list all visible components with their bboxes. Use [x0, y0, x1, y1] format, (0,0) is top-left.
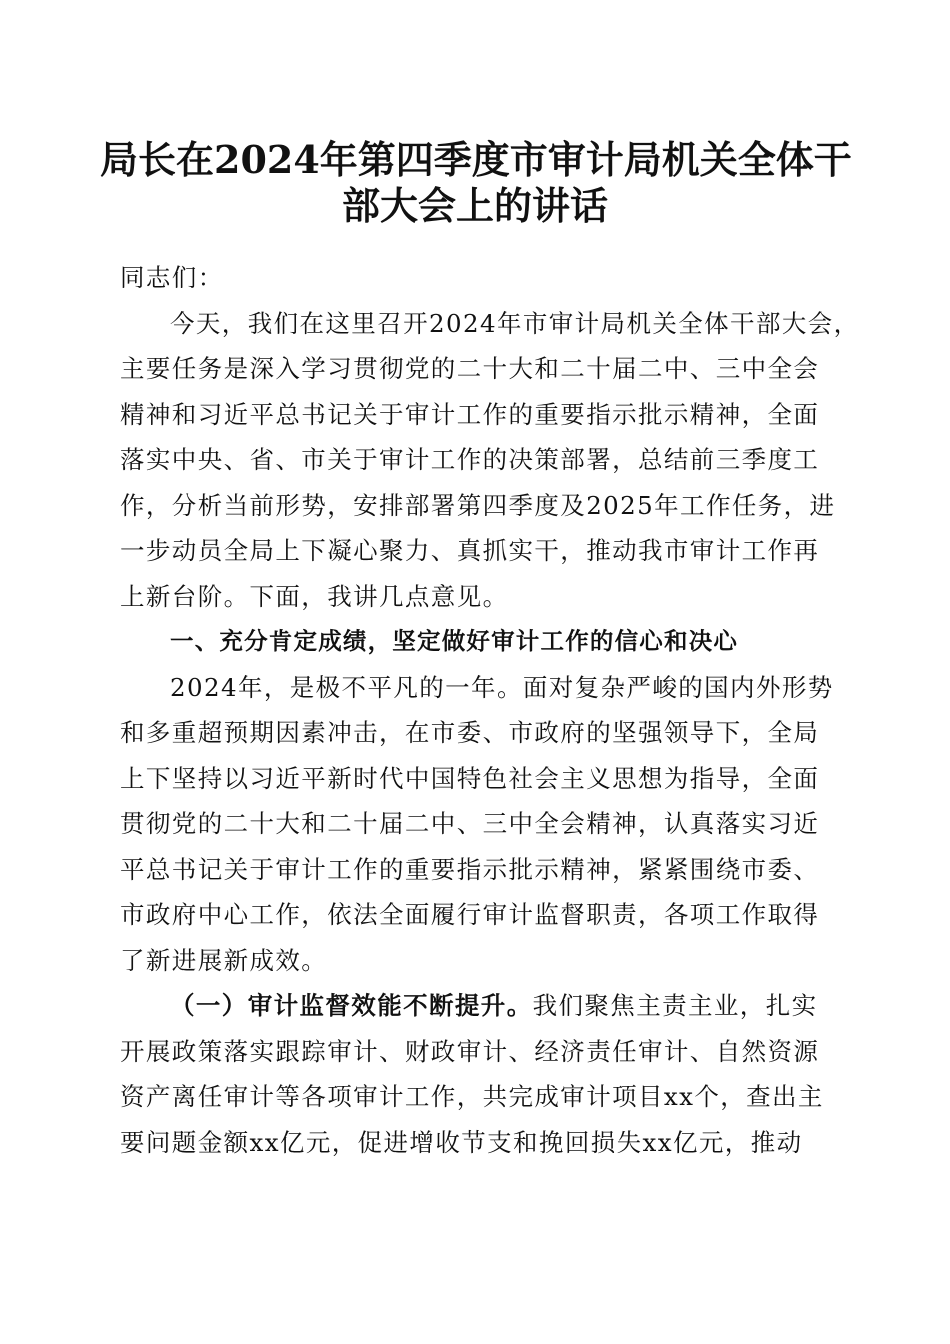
paragraph-2-line: 上下坚持以习近平新时代中国特色社会主义思想为指导，全面	[120, 763, 820, 793]
paragraph-1-line: 今天，我们在这里召开2024年市审计局机关全体干部大会，	[170, 308, 860, 338]
paragraph-2-line: 市政府中心工作，依法全面履行审计监督职责，各项工作取得	[120, 900, 820, 929]
document-body	[120, 255, 860, 1165]
paragraph-3-line: 要问题金额xx亿元，促进增收节支和挽回损失xx亿元，推动	[120, 1127, 803, 1157]
paragraph-2-line: 和多重超预期因素冲击，在市委、市政府的坚强领导下，全局	[120, 718, 820, 747]
paragraph-3-first-line-rest: 我们聚焦主责主业，扎实	[532, 991, 818, 1020]
paragraph-1-line: 落实中央、省、市关于审计工作的决策部署，总结前三季度工	[120, 445, 820, 474]
paragraph-3-line: 资产离任审计等各项审计工作，共完成审计项目xx个，查出主	[120, 1082, 824, 1111]
paragraph-1-line: 上新台阶。下面，我讲几点意见。	[120, 581, 509, 611]
paragraph-1-line: 一步动员全局上下凝心聚力、真抓实干，推动我市审计工作再	[120, 536, 820, 565]
paragraph-2-line: 了新进展新成效。	[120, 945, 328, 975]
paragraph-3-first-line	[120, 983, 832, 1029]
document-title-line-1: 局长在2024年第四季度市审计局机关全体干	[100, 137, 852, 182]
paragraph-2-line: 平总书记关于审计工作的重要指示批示精神，紧紧围绕市委、	[120, 854, 820, 884]
section-1-heading: 一、充分肯定成绩，坚定做好审计工作的信心和决心	[170, 627, 739, 655]
paragraph-1-line: 主要任务是深入学习贯彻党的二十大和二十届二中、三中全会	[120, 354, 820, 383]
document-title-line-2: 部大会上的讲话	[341, 183, 608, 228]
paragraph-1-line: 作，分析当前形势，安排部署第四季度及2025年工作任务，进	[120, 490, 836, 520]
paragraph-2-line: 贯彻党的二十大和二十届二中、三中全会精神，认真落实习近	[120, 809, 820, 838]
paragraph-1-line: 精神和习近平总书记关于审计工作的重要指示批示精神，全面	[120, 399, 820, 429]
paragraph-2-line: 2024年，是极不平凡的一年。面对复杂严峻的国内外形势	[170, 672, 834, 702]
paragraph-3-line: 开展政策落实跟踪审计、财政审计、经济责任审计、自然资源	[120, 1036, 820, 1066]
subsection-1-title: （一）审计监督效能不断提升。	[170, 991, 533, 1020]
salutation: 同志们：	[120, 263, 224, 292]
